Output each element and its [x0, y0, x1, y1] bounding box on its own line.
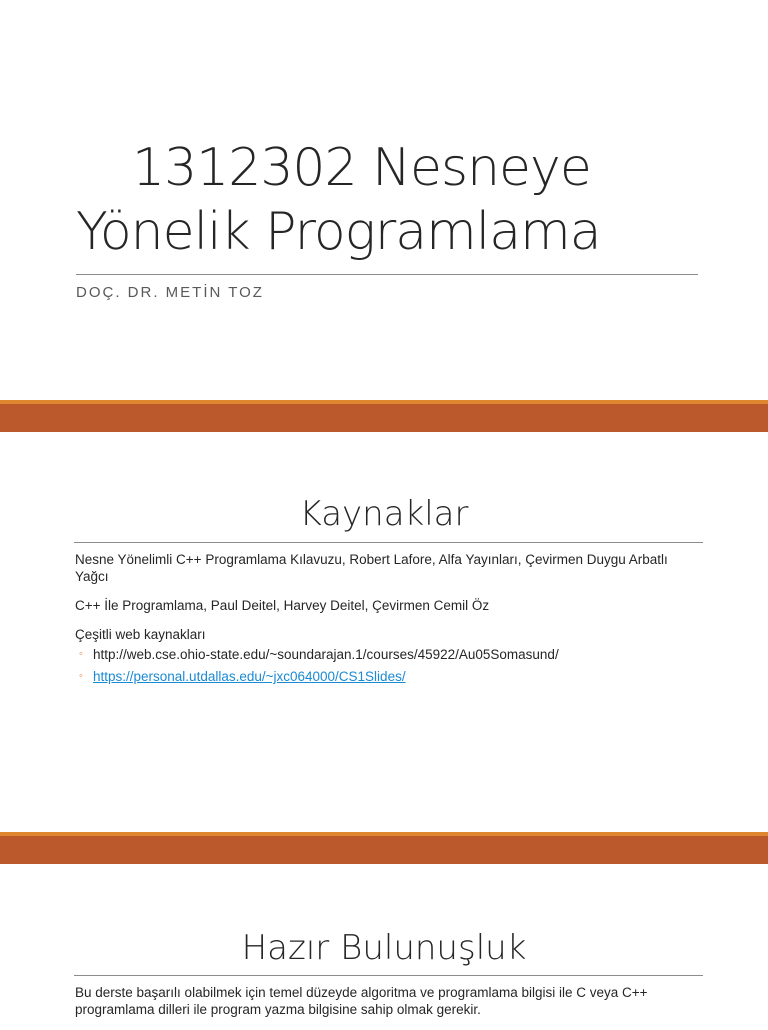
- slide-content: [75, 984, 695, 1030]
- web-resources-list: [75, 646, 695, 685]
- reference-item: Çeşitli web kaynakları: [75, 627, 206, 642]
- reference-item: Nesne Yönelimli C++ Programlama Kılavuzu, Robert Lafore, Alfa Yayınları, Çevirmen Duygu Arbatlı Yağcı: [75, 552, 668, 584]
- slide-content: [75, 551, 695, 690]
- bullet-icon: ◦: [79, 648, 83, 660]
- title-line-2: Yönelik Programlama: [76, 202, 601, 262]
- title-divider: [76, 274, 698, 275]
- title-line-1: 1312302 Nesneye: [132, 138, 591, 198]
- bullet-icon: ◦: [79, 670, 83, 682]
- list-item: [75, 668, 695, 685]
- title-slide: [0, 0, 768, 400]
- prerequisites-slide: [0, 864, 768, 1024]
- slide-separator: [0, 400, 768, 432]
- list-item: [75, 646, 695, 663]
- slide-separator: [0, 832, 768, 864]
- presenter-name: DOÇ. DR. METİN TOZ: [76, 284, 264, 301]
- reference-item: C++ İle Programlama, Paul Deitel, Harvey Deitel, Çevirmen Cemil Öz: [75, 598, 490, 613]
- slide-title: Kaynaklar: [299, 494, 469, 534]
- title-divider: [74, 975, 703, 976]
- separator-fill: [0, 836, 768, 864]
- web-resource-url: http://web.cse.ohio-state.edu/~soundarajan.1/courses/45922/Au05Somasund/: [93, 647, 559, 662]
- separator-fill: [0, 404, 768, 432]
- title-divider: [74, 542, 703, 543]
- references-slide: [0, 432, 768, 832]
- presentation-title: [76, 136, 696, 264]
- web-resource-link[interactable]: https://personal.utdallas.edu/~jxc064000/CS1Slides/: [93, 669, 406, 684]
- prerequisite-text: Bu derste başarılı olabilmek için temel düzeyde algoritma ve programlama bilgisi ile C veya C++ programlama dilleri ile program yazma bilgisine sahip olmak gerekir.: [75, 985, 648, 1017]
- slide-title: Hazır Bulunuşluk: [241, 928, 527, 968]
